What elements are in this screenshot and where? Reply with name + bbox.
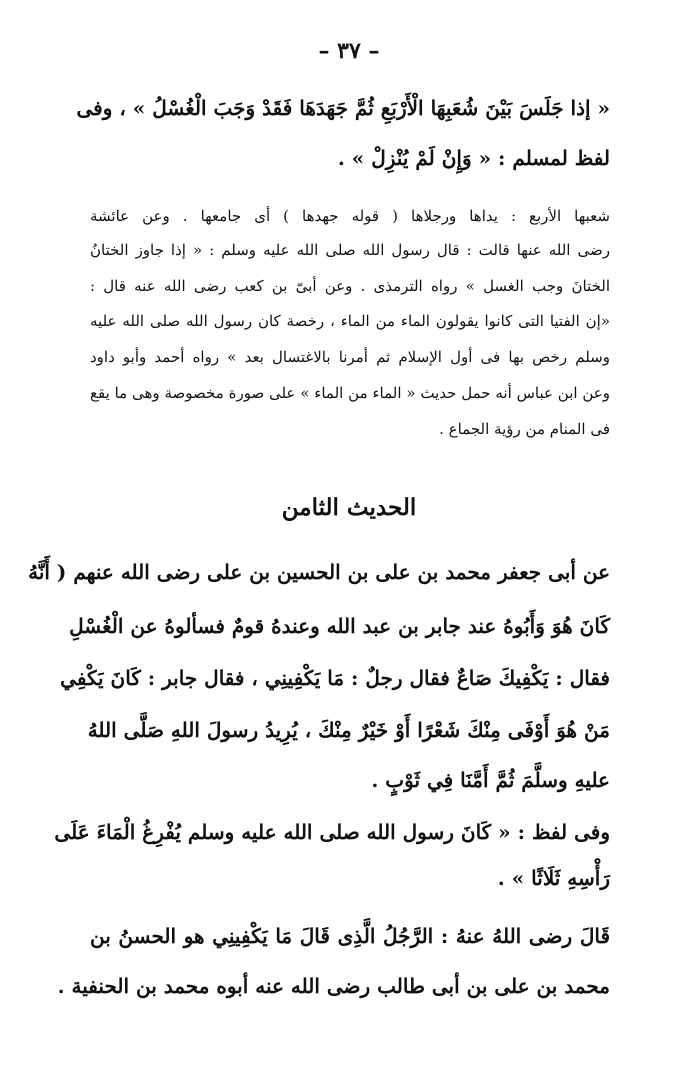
- commentary-line-4: «إن الفتيا التى كانوا يقولون الماء من الماء ، رخصة كان رسول الله صلى الله عليه: [90, 312, 610, 330]
- section-heading: الحديث الثامن: [281, 494, 417, 521]
- commentary-line-3: الختانَ وجب الغسل » رواه الترمذى . وعن أبىّ بن كعب رضى الله عنه قال :: [90, 277, 610, 295]
- top-paragraph-line-2: لفظ لمسلم : « وَإِنْ لَمْ يُنْزِلْ » .: [337, 146, 610, 170]
- commentary-line-5: وسلم رخص بها فى أول الإسلام ثم أمرنا بالاغتسال بعد » رواه أحمد وأبو داود: [90, 348, 610, 366]
- commentary-line-7: فى المنام من رؤية الجماع .: [439, 420, 610, 438]
- hadith-line-2: كَانَ هُوَ وَأَبُوهُ عند جابر بن عبد الله وعندهُ قومٌ فسألوهُ عن الْغُسْلِ: [69, 614, 610, 638]
- commentary-line-6: وعن ابن عباس أنه حمل حديث « الماء من الماء » على صورة مخصوصة وهى ما يقع: [90, 384, 610, 402]
- narrator-note-line-1: قَالَ رضى اللهُ عنهُ : الرَّجُلُ الَّذِى قَالَ مَا يَكْفِينِي هو الحسنُ بن: [90, 924, 610, 948]
- page-number: – ٣٧ –: [318, 38, 380, 64]
- commentary-line-1: شعبها الأربع : يداها ورجلاها ( قوله جهدها ) أى جامعها . وعن عائشة: [90, 207, 610, 225]
- hadith-variant-line-2: رَأْسِهِ ثَلَاثًا » .: [497, 866, 610, 890]
- narrator-note-line-2: محمد بن على بن أبى طالب رضى الله عنه أبوه محمد بن الحنفية .: [57, 974, 610, 998]
- hadith-variant-line-1: وفى لفظ : « كَانَ رسول الله صلى الله عليه وسلم يُفْرِغُ الْمَاءَ عَلَى: [54, 820, 610, 844]
- commentary-line-2: رضى الله عنها قالت : قال رسول الله صلى الله عليه وسلم : « إذا جاوز الختانُ: [90, 241, 610, 259]
- hadith-line-1: عن أبى جعفر محمد بن على بن الحسين بن على رضى الله عنهم ( أَنَّهُ: [28, 560, 610, 584]
- hadith-line-4: مَنْ هُوَ أَوْفَى مِنْكَ شَعْرًا أَوْ خَيْرٌ مِنْكَ ، يُرِيدُ رسولَ اللهِ صَلَّى اللهُ: [87, 718, 610, 742]
- hadith-line-5: عليهِ وسلَّمَ ثُمَّ أَمَّنَا فِي ثَوْبٍ .: [371, 768, 610, 792]
- hadith-line-3: فقال : يَكْفِيكَ صَاعٌ فقال رجلٌ : مَا يَكْفِينِي ، فقال جابر : كَانَ يَكْفِي: [60, 666, 610, 690]
- top-paragraph-line-1: « إذا جَلَسَ بَيْنَ شُعَبِهَا الْأَرْبَعِ ثُمَّ جَهَدَهَا فَقَدْ وَجَبَ الْغُسْلُ » ، وفى: [76, 96, 610, 120]
